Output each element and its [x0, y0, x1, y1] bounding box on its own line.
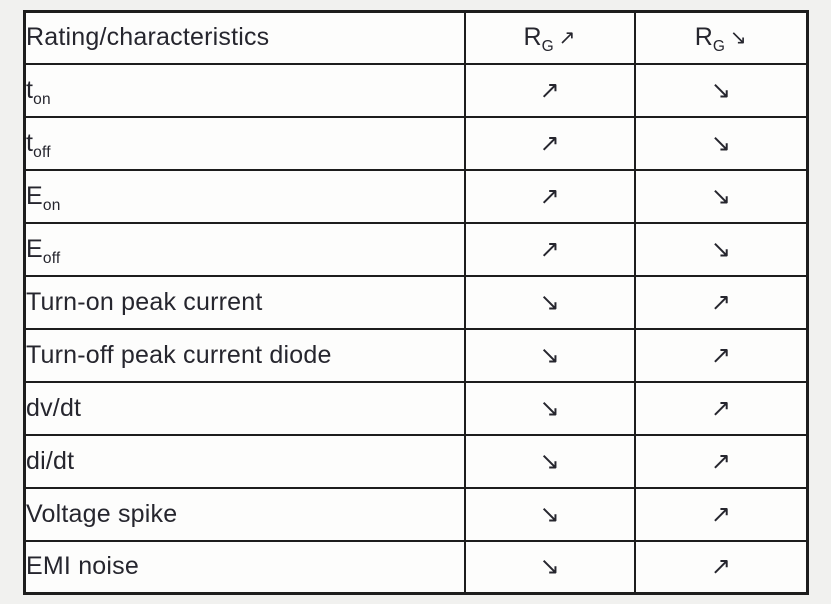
row-label: dv/dt — [26, 393, 82, 422]
trend-arrow-icon: ↗ — [710, 394, 731, 422]
rg-down-effect-cell — [635, 541, 808, 594]
table-row-voltage-spike — [25, 488, 808, 541]
row-label-cell — [25, 117, 465, 170]
row-label-cell — [25, 276, 465, 329]
row-label-subscript: off — [33, 143, 51, 161]
row-label: Voltage spike — [26, 499, 178, 528]
row-label-cell — [25, 382, 465, 435]
trend-arrow-icon: ↗ — [710, 500, 731, 528]
table-row-didt — [25, 435, 808, 488]
row-label-subscript: on — [42, 196, 61, 214]
row-label: Turn-on peak current — [26, 287, 263, 316]
row-label-cell — [25, 541, 465, 594]
rg-up-effect-cell — [465, 276, 635, 329]
trend-arrow-icon: ↗ — [710, 553, 731, 581]
rg-up-effect-cell — [465, 541, 635, 594]
rg-down-effect-cell — [635, 435, 808, 488]
row-label: t — [26, 75, 34, 104]
rg-down-effect-cell — [635, 276, 808, 329]
row-label-cell — [25, 170, 465, 223]
trend-arrow-icon: ↘ — [539, 553, 560, 581]
table-row-turn-off-peak-current-diode — [25, 329, 808, 382]
trend-arrow-icon: ↘ — [539, 341, 560, 369]
rg-up-effect-cell — [465, 329, 635, 382]
trend-arrow-icon: ↘ — [710, 235, 731, 263]
row-label: di/dt — [26, 446, 75, 475]
trend-arrow-icon: ↗ — [710, 341, 731, 369]
row-label-subscript: off — [42, 249, 61, 267]
trend-arrow-icon: ↗ — [539, 129, 560, 157]
trend-arrow-icon: ↗ — [539, 235, 560, 263]
row-label-cell — [25, 329, 465, 382]
trend-arrow-icon: ↘ — [539, 447, 560, 475]
rg-symbol: $R_G$ — [523, 23, 554, 56]
rg-up-effect-cell — [465, 64, 635, 117]
up-right-arrow-icon: ↗ — [558, 27, 576, 50]
down-right-arrow-icon: ↘ — [729, 27, 747, 50]
rg-down-effect-cell — [635, 170, 808, 223]
rg-down-effect-cell — [635, 382, 808, 435]
header-rg-decrease — [635, 12, 808, 64]
trend-arrow-icon: ↗ — [710, 288, 731, 316]
rg-up-effect-cell — [465, 488, 635, 541]
row-label-cell — [25, 435, 465, 488]
rg-up-effect-cell — [465, 117, 635, 170]
table-row-eoff — [25, 223, 808, 276]
table-row-ton — [25, 64, 808, 117]
row-label: t — [26, 128, 34, 157]
rg-up-effect-cell — [465, 223, 635, 276]
rg-down-effect-cell — [635, 488, 808, 541]
rg-down-effect-cell — [635, 329, 808, 382]
rg-down-effect-cell — [635, 223, 808, 276]
trend-arrow-icon: ↘ — [539, 500, 560, 528]
rg-up-effect-cell — [465, 435, 635, 488]
row-label: Turn-off peak current diode — [26, 340, 332, 369]
trend-arrow-icon: ↗ — [539, 182, 560, 210]
trend-arrow-icon: ↘ — [710, 129, 731, 157]
rg-down-effect-cell — [635, 117, 808, 170]
table-row-emi-noise — [25, 541, 808, 594]
table-row-dvdt — [25, 382, 808, 435]
header-rating-characteristics: Rating/characteristics — [25, 12, 465, 64]
trend-arrow-icon: ↗ — [539, 76, 560, 104]
trend-arrow-icon: ↘ — [539, 394, 560, 422]
row-label: E — [26, 181, 43, 210]
header-rg-increase — [465, 12, 635, 64]
trend-arrow-icon: ↘ — [710, 182, 731, 210]
table-row-turn-on-peak-current — [25, 276, 808, 329]
table-row-eon — [25, 170, 808, 223]
rg-down-effect-cell — [635, 64, 808, 117]
rg-effects-table — [23, 10, 809, 595]
rg-up-effect-cell — [465, 170, 635, 223]
row-label-cell — [25, 223, 465, 276]
table-row-toff — [25, 117, 808, 170]
row-label-subscript: on — [33, 90, 51, 108]
trend-arrow-icon: ↘ — [539, 288, 560, 316]
rg-symbol: $R_G$ — [694, 23, 725, 56]
trend-arrow-icon: ↗ — [710, 447, 731, 475]
row-label-cell — [25, 64, 465, 117]
trend-arrow-icon: ↘ — [710, 76, 731, 104]
rg-up-effect-cell — [465, 382, 635, 435]
row-label: EMI noise — [26, 552, 139, 581]
row-label-cell — [25, 488, 465, 541]
row-label: E — [26, 234, 43, 263]
header-row — [25, 12, 808, 64]
